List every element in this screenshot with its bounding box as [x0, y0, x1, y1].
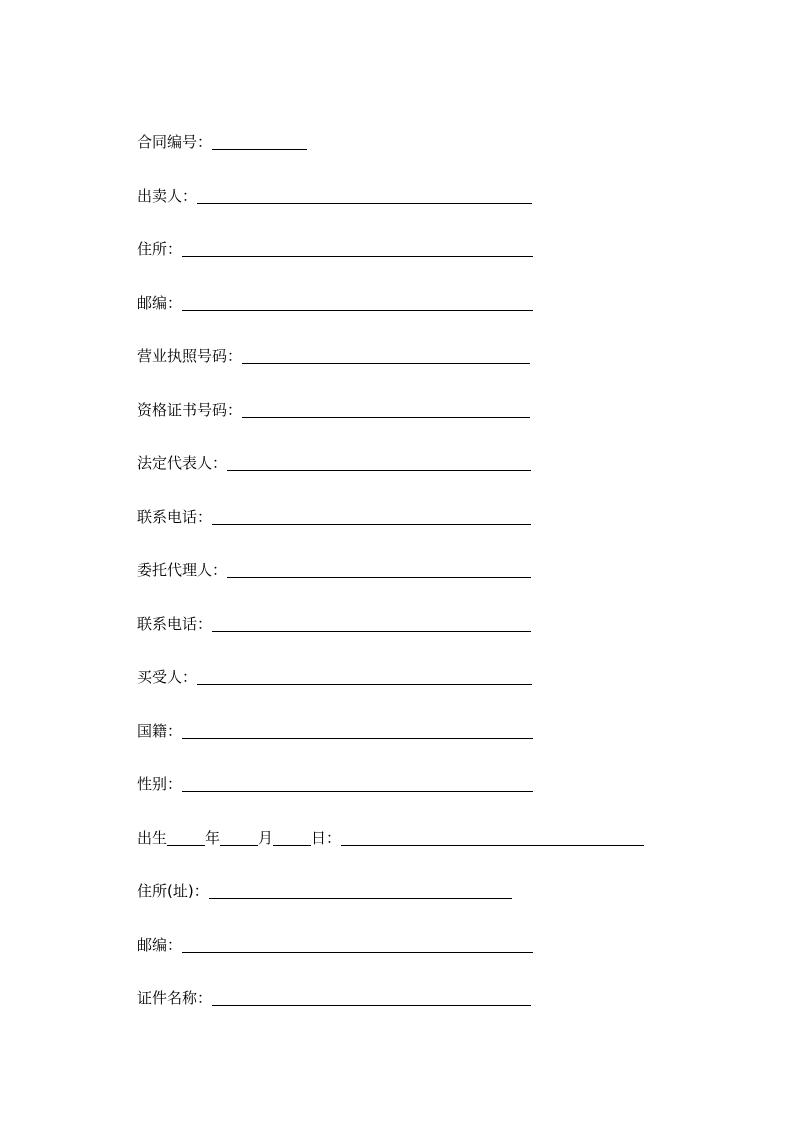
seller-address-row [137, 237, 697, 259]
seller-postcode-field[interactable] [182, 294, 533, 311]
agent-label: 委托代理人： [137, 561, 228, 579]
buyer-postcode-field[interactable] [182, 936, 533, 953]
contract-number-field[interactable] [212, 133, 307, 150]
agent-row [137, 558, 697, 580]
contract-number-label: 合同编号： [137, 133, 213, 151]
seller-address-field[interactable] [182, 240, 533, 257]
gender-field[interactable] [182, 775, 533, 792]
business-license-row [137, 344, 697, 366]
seller-postcode-row [137, 291, 697, 313]
nationality-field[interactable] [182, 722, 533, 739]
buyer-postcode-label: 邮编： [137, 935, 183, 954]
birth-day-field[interactable] [273, 829, 311, 846]
birth-year-label: 年 [205, 828, 221, 847]
birth-month-label: 月 [258, 828, 274, 847]
legal-rep-field[interactable] [227, 454, 531, 471]
legal-rep-label: 法定代表人： [137, 454, 228, 472]
birth-day-label: 日： [311, 828, 342, 847]
birth-year-field[interactable] [167, 829, 205, 846]
seller-label: 出卖人： [137, 186, 198, 205]
birth-extra-field[interactable] [341, 829, 644, 846]
seller-postcode-label: 邮编： [137, 293, 183, 312]
legal-rep-row [137, 451, 697, 473]
id-doc-name-label: 证件名称： [137, 989, 213, 1007]
seller-field[interactable] [197, 187, 532, 204]
id-doc-name-field[interactable] [212, 989, 531, 1006]
buyer-label: 买受人： [137, 668, 198, 686]
gender-row [137, 772, 697, 794]
qualification-cert-field[interactable] [242, 401, 530, 418]
buyer-address-row [137, 879, 697, 901]
agent-phone-field[interactable] [212, 615, 531, 632]
buyer-field[interactable] [197, 668, 532, 685]
business-license-field[interactable] [242, 347, 530, 364]
qualification-cert-label: 资格证书号码： [137, 400, 243, 419]
gender-label: 性别： [137, 775, 183, 793]
contract-number-row [137, 130, 697, 152]
contract-form [137, 130, 697, 1040]
qualification-cert-row [137, 398, 697, 420]
seller-phone-field[interactable] [212, 508, 531, 525]
business-license-label: 营业执照号码： [137, 347, 243, 365]
seller-phone-row [137, 505, 697, 527]
id-doc-name-row [137, 986, 697, 1008]
birth-prefix-label: 出生 [137, 828, 168, 847]
buyer-postcode-row [137, 933, 697, 955]
agent-field[interactable] [227, 561, 531, 578]
seller-phone-label: 联系电话： [137, 507, 213, 526]
agent-phone-row [137, 612, 697, 634]
birth-date-row [137, 826, 697, 848]
buyer-address-label: 住所(址)： [137, 882, 209, 900]
agent-phone-label: 联系电话： [137, 614, 213, 633]
nationality-label: 国籍： [137, 721, 183, 740]
buyer-address-field[interactable] [209, 882, 512, 899]
birth-month-field[interactable] [220, 829, 258, 846]
seller-row [137, 184, 697, 206]
nationality-row [137, 719, 697, 741]
seller-address-label: 住所： [137, 240, 183, 258]
buyer-row [137, 665, 697, 687]
